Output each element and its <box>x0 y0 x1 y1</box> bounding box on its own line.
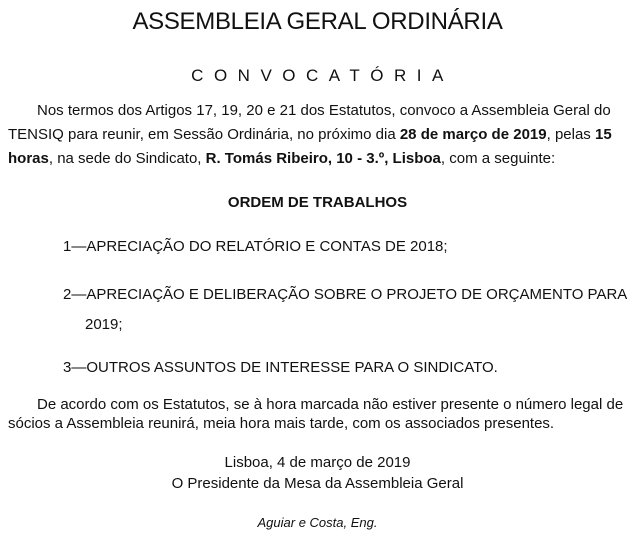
closing-line-1: De acordo com os Estatutos, se à hora marcada não estiver presente o número legal de <box>37 396 624 413</box>
meeting-date: 28 de março de 2019 <box>399 126 547 143</box>
agenda-item-1: 1—APRECIAÇÃO DO RELATÓRIO E CONTAS DE 2018; <box>63 238 448 255</box>
meeting-hour: 15 <box>594 126 612 143</box>
intro-text: , na sede do Sindicato, <box>48 150 206 167</box>
signatory-name: Aguiar e Costa, Eng. <box>257 515 378 530</box>
meeting-hour-unit: horas <box>8 150 49 167</box>
intro-text: TENSIQ para reunir, em Sessão Ordinária, no próximo dia <box>8 126 400 143</box>
intro-text: , pelas <box>546 126 595 143</box>
document-subtitle: CONVOCATÓRIA <box>191 66 454 85</box>
intro-text: , com a seguinte: <box>440 150 556 167</box>
intro-line-3 <box>8 150 555 167</box>
intro-line-1: Nos termos dos Artigos 17, 19, 20 e 21 dos Estatutos, convoco a Assembleia Geral do <box>37 102 611 119</box>
agenda-item-3: 3—OUTROS ASSUNTOS DE INTERESSE PARA O SINDICATO. <box>63 359 498 376</box>
meeting-address: R. Tomás Ribeiro, 10 - 3.º, Lisboa <box>205 150 441 167</box>
intro-line-2 <box>8 126 612 143</box>
document-title: ASSEMBLEIA GERAL ORDINÁRIA <box>132 8 503 35</box>
place-date: Lisboa, 4 de março de 2019 <box>224 454 411 471</box>
closing-line-2: sócios a Assembleia reunirá, meia hora mais tarde, com os associados presentes. <box>8 415 555 432</box>
signatory-role: O Presidente da Mesa da Assembleia Geral <box>171 475 464 492</box>
agenda-item-2-continuation: 2019; <box>85 316 123 333</box>
agenda-heading: ORDEM DE TRABALHOS <box>227 194 408 211</box>
agenda-item-2: 2—APRECIAÇÃO E DELIBERAÇÃO SOBRE O PROJETO DE ORÇAMENTO PARA <box>63 286 628 303</box>
